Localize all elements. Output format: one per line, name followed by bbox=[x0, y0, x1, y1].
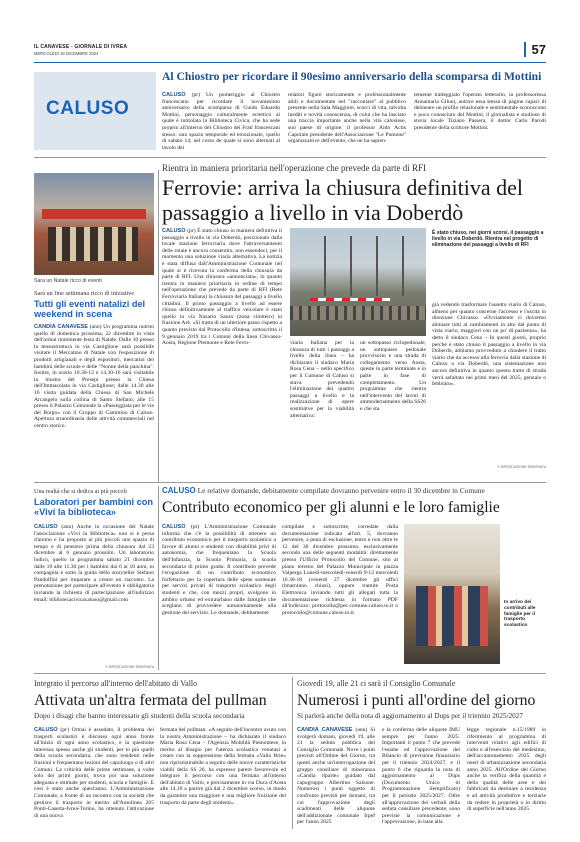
natale-headline: Tutti gli eventi natalizi del weekend in scena bbox=[34, 299, 146, 320]
rail-tracks bbox=[290, 306, 426, 320]
mottini-col-1: CALUSO (pr) Un pomeriggio al Chiostro francescano per ricordare il novantesimo anniversario della scomparsa di Guido Edoardo Mottini, personaggio culturalmente eclettico al quale è intitolata la Biblioteca Civica, che ha sede proprio all'interno del Chiostro dei Frati francescani stesso: uno spazio temporale ed emozionale, quello di sabato 14, nel corso de quale si sono alternati al tavolo dei bbox=[162, 92, 280, 151]
page-number: 57 bbox=[524, 42, 546, 57]
contributo-headline: Contributo economico per gli alunni e le loro famiglie bbox=[162, 499, 500, 516]
consiglio-subhead: Si parlerà anche della nota di aggiornamento al Dups per il triennio 2025/2027 bbox=[297, 712, 523, 720]
stall-figures bbox=[48, 227, 138, 261]
pullman-subhead: Dopo i disagi che hanno interessato gli studenti della scuola secondaria bbox=[34, 711, 245, 720]
catenary-poles bbox=[300, 236, 416, 296]
mottini-col-3: temente tratteggiato l'operato letterario, la professoressa Annamaria Giluni, autrice essa stessa di pagine capaci di delineare un profilo relazionale e sentimentale sconosciuto e poco conosciuto del Mottini, il giornalista e studioso di storia locale Tiziano Passera, il dottor Carlo Parodi presidente della scrittore Mottini. bbox=[414, 92, 546, 131]
school-transport-photo bbox=[404, 524, 500, 664]
town-banner bbox=[34, 72, 156, 150]
consiglio-kicker: Giovedì 19, alle 21 ci sarà il Consiglio Comunale bbox=[297, 679, 456, 688]
biblioteca-body: CALUSO (ann) Anche in occasione del Natale l'associazione «Vivi la Biblioteca» non si è persa d'animo e ha proposto ai più piccoli uno spazio di tempo e di pensiero prima della chiusura dal 23 dicembre al 6 gennaio prossimi. Un laboratorio ludico, quello in programma sabato 21 dicembre dalle 10 alle 11.30 per i bambini dai 6 ai 10 anni, in compagnia e sotto la guida dello storyteller Stefano Pandolfini per imparare a creare un racconto. La prenotazione per partecipare all'evento è obbligatoria inviando la richiesta di partecipazione all'indirizzo email: bibliotecacivicacaluso@gmail.com bbox=[34, 524, 154, 603]
left-column-rule-2 bbox=[158, 486, 159, 670]
pullman-kicker: Integrato il percorso all'interno dell'abitato di Vallo bbox=[34, 679, 198, 688]
left-column-rule bbox=[158, 170, 159, 482]
natale-kicker: Sarà un fine settimana ricco di iniziative bbox=[34, 290, 134, 297]
consiglio-headline: Numerosi i punti all'ordine del giorno bbox=[297, 692, 536, 709]
children-figures bbox=[416, 586, 488, 646]
consiglio-col-1: CANDIA CANAVESE (ann) Si svolgerà domani, giovedì 19, alle 21 la seduta pubblica del Consiglio Comunale. Nove i punti previsti all'Ordine del Giorno, tra questi anche un'interrogazione del gruppo consiliare di minoranza «Candia riparte» guidato dal capogruppo Albertino Salzone. Numerosi i punti oggetto di confronto previsti per domani, tra cui l'approvazione degli scadimenti delle aliquote dell'addizionale comunale Irpef per l'anno 2025 bbox=[297, 727, 376, 826]
rfi-col-2: viaria Italiana per la chiusura di tutti i passaggi a livello della linea – ha dichiarato il sindaco Maria Rosa Cena – nello specifico per il Comune di Caluso si stava prevedendo l'eliminazione dei quattro passaggi a livello e la realizzazione di opere sostitutive per la viabilità alternativa: bbox=[290, 340, 354, 419]
rfi-kicker: Rientra in maniera prioritaria nell'operazione che prevede da parte di RFI bbox=[162, 163, 427, 173]
rfi-col-3: un sottopasso ciclopedonale, un sottopasso pedonale provvisorio e una strada di collegamento verso Aosta, queste in parte terminate e in parte in fase di completamento. Un programma che rientra nell'intervento del lavori di ammodernamento della SS26 e che sta bbox=[360, 340, 426, 412]
contributo-col-1: CALUSO (pr) L'Amministrazione Comunale informa che c'è la possibilità di ottenere un contributo economico per il trasporto scolastico a favore di alunni e studenti con disabilità privi di autonomia, che frequentano la Scuola dell'Infanzia, la Scuola Primaria, la scuola secondaria di primo grado. Il contributo prevede l'erogazione di un contributo economico forfettario per la copertura delle spese sostenute per servizi privati di trasporto scolastico degli studenti e che, con mezzi propri, svolgono in ambito urbano ed extraurbano dalle famiglie che sceglano di provvedere autonomamente alla gestione del servizio. Le domande, debitamente bbox=[162, 524, 276, 616]
section-divider-1 bbox=[34, 157, 546, 158]
natale-photo bbox=[34, 173, 154, 275]
page-header bbox=[34, 42, 546, 60]
natale-body: CANDIA CANAVESE (ann) Un programma nutrito quello di domenica prossima, 22 dicembre in vista dell'ormai imminente festa di Natale. Dalle 10 presso la tensostruttura in via Castiglione sarà possibile visitare il Mercatino di Natale con l'esposizione di prodotti artigianali e degli espositori, mercatini dei bambini delle scuole e delle "Nonne della panchina". Inoltre, in orario 10.30-12 e 14.30-16 sarà visitabile la mostra del Presepi presso la Chiesa dell'Immacolata in via Castiglione; dalle 14.30 alle 16 visita guidata della Chiesa di San Michele Arcangelo sulla collina di Santo Stefano; alle 15 presso il Palazzo Comunale la «Passeggiata per le vie del Borgo» con il Gruppo di Cammino di Caluso. Apertura straordinaria delle attività commerciali nel centro storico. bbox=[34, 324, 154, 429]
consiglio-col-2: e la conferma delle aliquote IMU sempre per l'anno 2025. Importanti il punto 7 che prevede l'esame ed l'approvazione del Bilancio di previsione finanziario per il triennio 2024/2027, e il punto 6 che riguarda la nota di aggiornamento al Dups (Documento Unico di Programmazione Semplificato) per il periodo 2025/2027. Oltre all'approvazione dei verbali della seduta consiliare precedente, sono previste la comunicazione e l'approvazione, in base alla bbox=[382, 727, 460, 826]
rfi-col-4: già vedendo trasformare l'assetto viario di Caluso, almeno per quanto concerne l'accesso e l'uscita in direzione Chivasso. «Ovviamente ci dovremo abituare tutti ai cambiamenti in atto dal punto di vista viario, maggiori con un po' di pazienza», ha detto il sindaco Cena – In questi giorni, proprio perché è stato chiuso il passaggio a livello in via Doberdò, abbiamo provveduto a chiudere il tratto viario che da accesso alla ferrovia dalla stazione di Caluso a via Doberdò, una sistemazione non ancora definitiva in quanto questo tratto di strada verrà asfaltato nei primi mesi del 2025, gennaio o febbraio». bbox=[432, 302, 546, 388]
bottom-column-rule bbox=[292, 677, 293, 829]
rfi-headline: Ferrovie: arriva la chiusura definitiva del passaggio a livello in via Doberdò bbox=[162, 175, 524, 225]
stall-roof bbox=[42, 209, 146, 219]
biblioteca-reproduction-note: © RIPRODUZIONE RISERVATA bbox=[105, 665, 154, 669]
natale-photo-caption: Sara un Natale ricco di eventi bbox=[34, 278, 102, 284]
section-divider-2 bbox=[34, 482, 546, 483]
rfi-photo-caption: È stato chiuso, nei giorni scorsi, il passaggio a livello in via Doberdò. Rientra nel progetto di eliminazione dei passaggi a livello di RFI bbox=[432, 230, 544, 249]
section-divider-3 bbox=[34, 673, 546, 674]
newspaper-name: IL CANAVESE - GIORNALE DI IVREA bbox=[34, 44, 128, 50]
rfi-col-1: CALUSO (pr) È stato chiuso in maniera definitiva il passaggio a livello in via Doberdò, posizionato dalla locale stazione ferroviaria dove l'attraversamento delle rotaie è ancora consentito, non essendoci, per il momento una soluzione viaria alternativa. La notizia è stata diffusa dall'Amministrazione Comunale nel quale si è ricevuta la conferma della chiusura da parte di RFI. Una chiusura «annunciata», in quanto rientra in maniera prioritaria in ordine di tempo nell'operazione che prevede da parte di RFI (Rete Ferroviaria Italiana) la chiusura del passaggi a livello cittadini. Il primo passaggio a livello ad essere chiuso definitivamente al traffico veicolare è stato quello in via Nazario Sauro (zona cimitero) in frazione Arè. «Si tratta di un ulteriore passo rispetto a quanto previsto dal Protocollo d'Intesa, sottoscritto il 9 gennaio 2019 tra i Comuni della linea Chivasso-Aosta, Regione Piemonte e Rete Ferro- bbox=[162, 228, 282, 347]
pullman-headline: Attivata un'altra fermata del pullman bbox=[34, 692, 267, 709]
pullman-col-1: CALUSO (pr) Ormai è assodato, il problema dei trasporti scolastici è discusso ogni anno fronte all'inizio di ogni anno scolastico, e la questione interessa spesso anche gli studenti, per lo più quelli della scuola secondaria, che sono residenti nelle frazioni e frequentano lezioni del capoluogo o di altri Comuni. La criticità delle prime settimane, a volte solo dei primi giorni, trova poi una soluzione adeguata e ottimale per studenti, scuola e famiglie. E così è stato anche quest'anno. L'Amministrazione Comunale, a fronte di un incontro con la società che gestisce il trasporto in merito all'Autolinea 265 Ponti-Caserta-Ivrea-Torino, ha ottenuto l'attivazione di una nuova bbox=[34, 727, 155, 819]
mottini-col-2: relatori figure storicamente e professionalmente abili e documentate nel "raccontare" al pubblico presente nella Sala Maggiore, scorci di vita, talvolta inediti e novità conoscenza, di colui che ha lasciato una traccia importante anche nella vita calusiese, suo paese di origine: il professor Aldo Actis Caporale presidente dell'Associazione "Le Pumone" organizzatrice dell'evento, che ne ha sapien- bbox=[288, 92, 406, 145]
biblioteca-headline: Laboratori per bambini con «Viví la biblioteca» bbox=[34, 497, 153, 518]
barrier bbox=[310, 298, 390, 301]
mottini-headline: Al Chiostro per ricordare il 90esimo anniversario della scomparsa di Mottini bbox=[162, 70, 542, 83]
pullman-col-2: fermata del pullman. «A seguito dell'incontro avuto con la nostra Amministrazione – ha dichiarato il sindaco Maria Rosa Cena – l'Agenzia Mobilità Piemontese, in merito al disagio per l'utenza scolastica venutasi a creare con la soppressione della fermata «Vallo Brie» non riprististinabile a seguito delle nuove caratteristiche viabili della SS 26, ha espresso parere favorevole ed integrare il percorso con una fermata all'interno dell'abitato di Vallo, e precisamente in via Duca d'Aosta alle 14.10 a partire già dal 2 dicembre scorso, in modo da garantire una maggiore e una migliore fruizione del trasporto da parte degli studenti». bbox=[160, 727, 286, 806]
header-rule bbox=[34, 62, 546, 63]
rfi-reproduction-note: © RIPRODUZIONE RISERVATA bbox=[497, 465, 546, 469]
railway-crossing-photo bbox=[290, 228, 426, 336]
consiglio-col-3: legge regionale n.15/1989 in riferimento al programma di interventi relativi agli edifici di culto e all'esercizio del medesimo, dell'accantonamento 2025 degli oneri di urbanizzazione secondaria anno 2025. All'Ordine del Giorno anche la verifica della quantità e della qualità delle aree e dei fabbricati da destinare a residenza e ad attività produttive e terziarie da cedere in proprietà o in diritto di superficie nell'anno 2025. bbox=[467, 727, 546, 813]
town-name: CALUSO bbox=[46, 98, 130, 119]
contributo-col-2: compilate e sottoscritte, corredate dalla documentazione indicata all'art. 5, dovranno pervenire, a pena di esclusione, entro e non oltre le 12 del 30 dicembre prossimo, esclusivamente secondo una delle seguenti modalità: direttamente presso l'Ufficio Protocollo del Comune, sito al piano terreno del Palazzo Municipale in piazza Valperga Lunedì-mercoledì-venerdì 9-12 mercoledì 16.30-18 (venerdì 27 dicembre gli uffici rimarranno chiusi), oppure tramite Posta Elettronica inviando tutti gli allegati tutta la documentazione richiesta in formato PDF all'indirizzo: protocollo@pec.comune.caluso.to.it o protocollo@comune.caluso.to.it. bbox=[282, 524, 398, 616]
issue-date: MERCOLEDÌ 18 DICEMBRE 2024 bbox=[34, 51, 99, 56]
contributo-photo-caption: In arrivo dei contributi alle famiglie per il trasporto scolastico bbox=[504, 600, 536, 629]
biblioteca-kicker: Una realtà che si dedica ai più piccoli bbox=[34, 488, 127, 495]
contributo-kicker: CALUSO Le relative domande, debitamente compilate dovranno pervenire entro il 30 dicembre in Comune bbox=[162, 486, 485, 495]
